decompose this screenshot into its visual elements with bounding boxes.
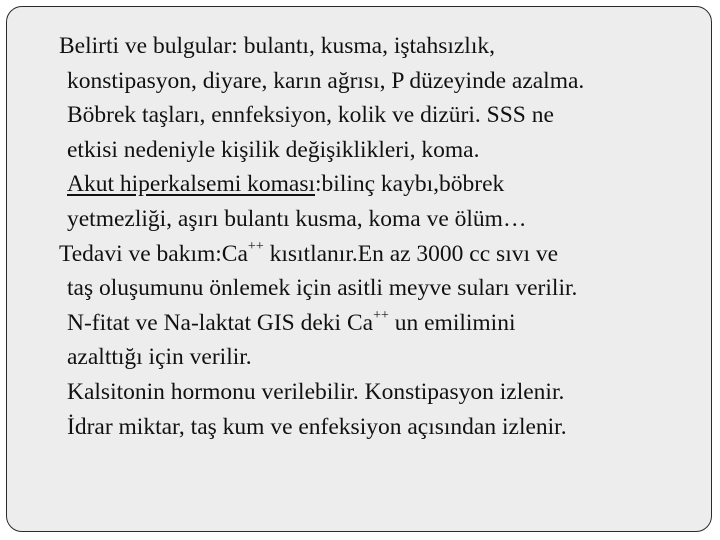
- text-fragment: N-fitat ve Na-laktat GIS deki Ca: [67, 309, 374, 336]
- text-line: konstipasyon, diyare, karın ağrısı, P düzeyinde azalma.: [67, 67, 585, 94]
- text-line: [59, 237, 709, 272]
- paragraph-symptoms: [59, 29, 709, 167]
- paragraph-treatment: [59, 237, 709, 306]
- superscript: ++: [247, 238, 264, 254]
- superscript: ++: [373, 307, 389, 323]
- text-line: etkisi nedeniyle kişilik değişiklikleri, koma.: [67, 136, 480, 163]
- text-line: azalttığı için verilir.: [67, 344, 252, 371]
- text-fragment: Tedavi ve bakım:Ca: [59, 240, 248, 267]
- text-line: İdrar miktar, taş kum ve enfeksiyon açısından izlenir.: [67, 413, 567, 440]
- slide-body: [59, 29, 709, 444]
- paragraph-calcitonin: [59, 375, 709, 444]
- slide-frame: [6, 6, 712, 532]
- text-line: yetmezliği, aşırı bulantı kusma, koma ve ölüm…: [67, 205, 527, 232]
- paragraph-acute-coma: [59, 167, 709, 236]
- text-line: [59, 306, 709, 341]
- text-fragment: un emilimini: [388, 309, 516, 336]
- text-fragment: kısıtlanır.En az 3000 cc sıvı ve: [263, 240, 559, 267]
- text-line: taş oluşumunu önlemek için asitli meyve suları verilir.: [67, 275, 578, 302]
- underlined-term: Akut hiperkalsemi koması: [67, 171, 316, 198]
- text-line: Böbrek taşları, ennfeksiyon, kolik ve dizüri. SSS ne: [67, 102, 554, 129]
- text-fragment: :bilinç kaybı,böbrek: [315, 171, 505, 198]
- text-line: [59, 167, 709, 202]
- text-line: Kalsitonin hormonu verilebilir. Konstipasyon izlenir.: [67, 378, 565, 405]
- paragraph-n-fitat: [59, 306, 709, 375]
- text-line: Belirti ve bulgular: bulantı, kusma, iştahsızlık,: [59, 33, 495, 59]
